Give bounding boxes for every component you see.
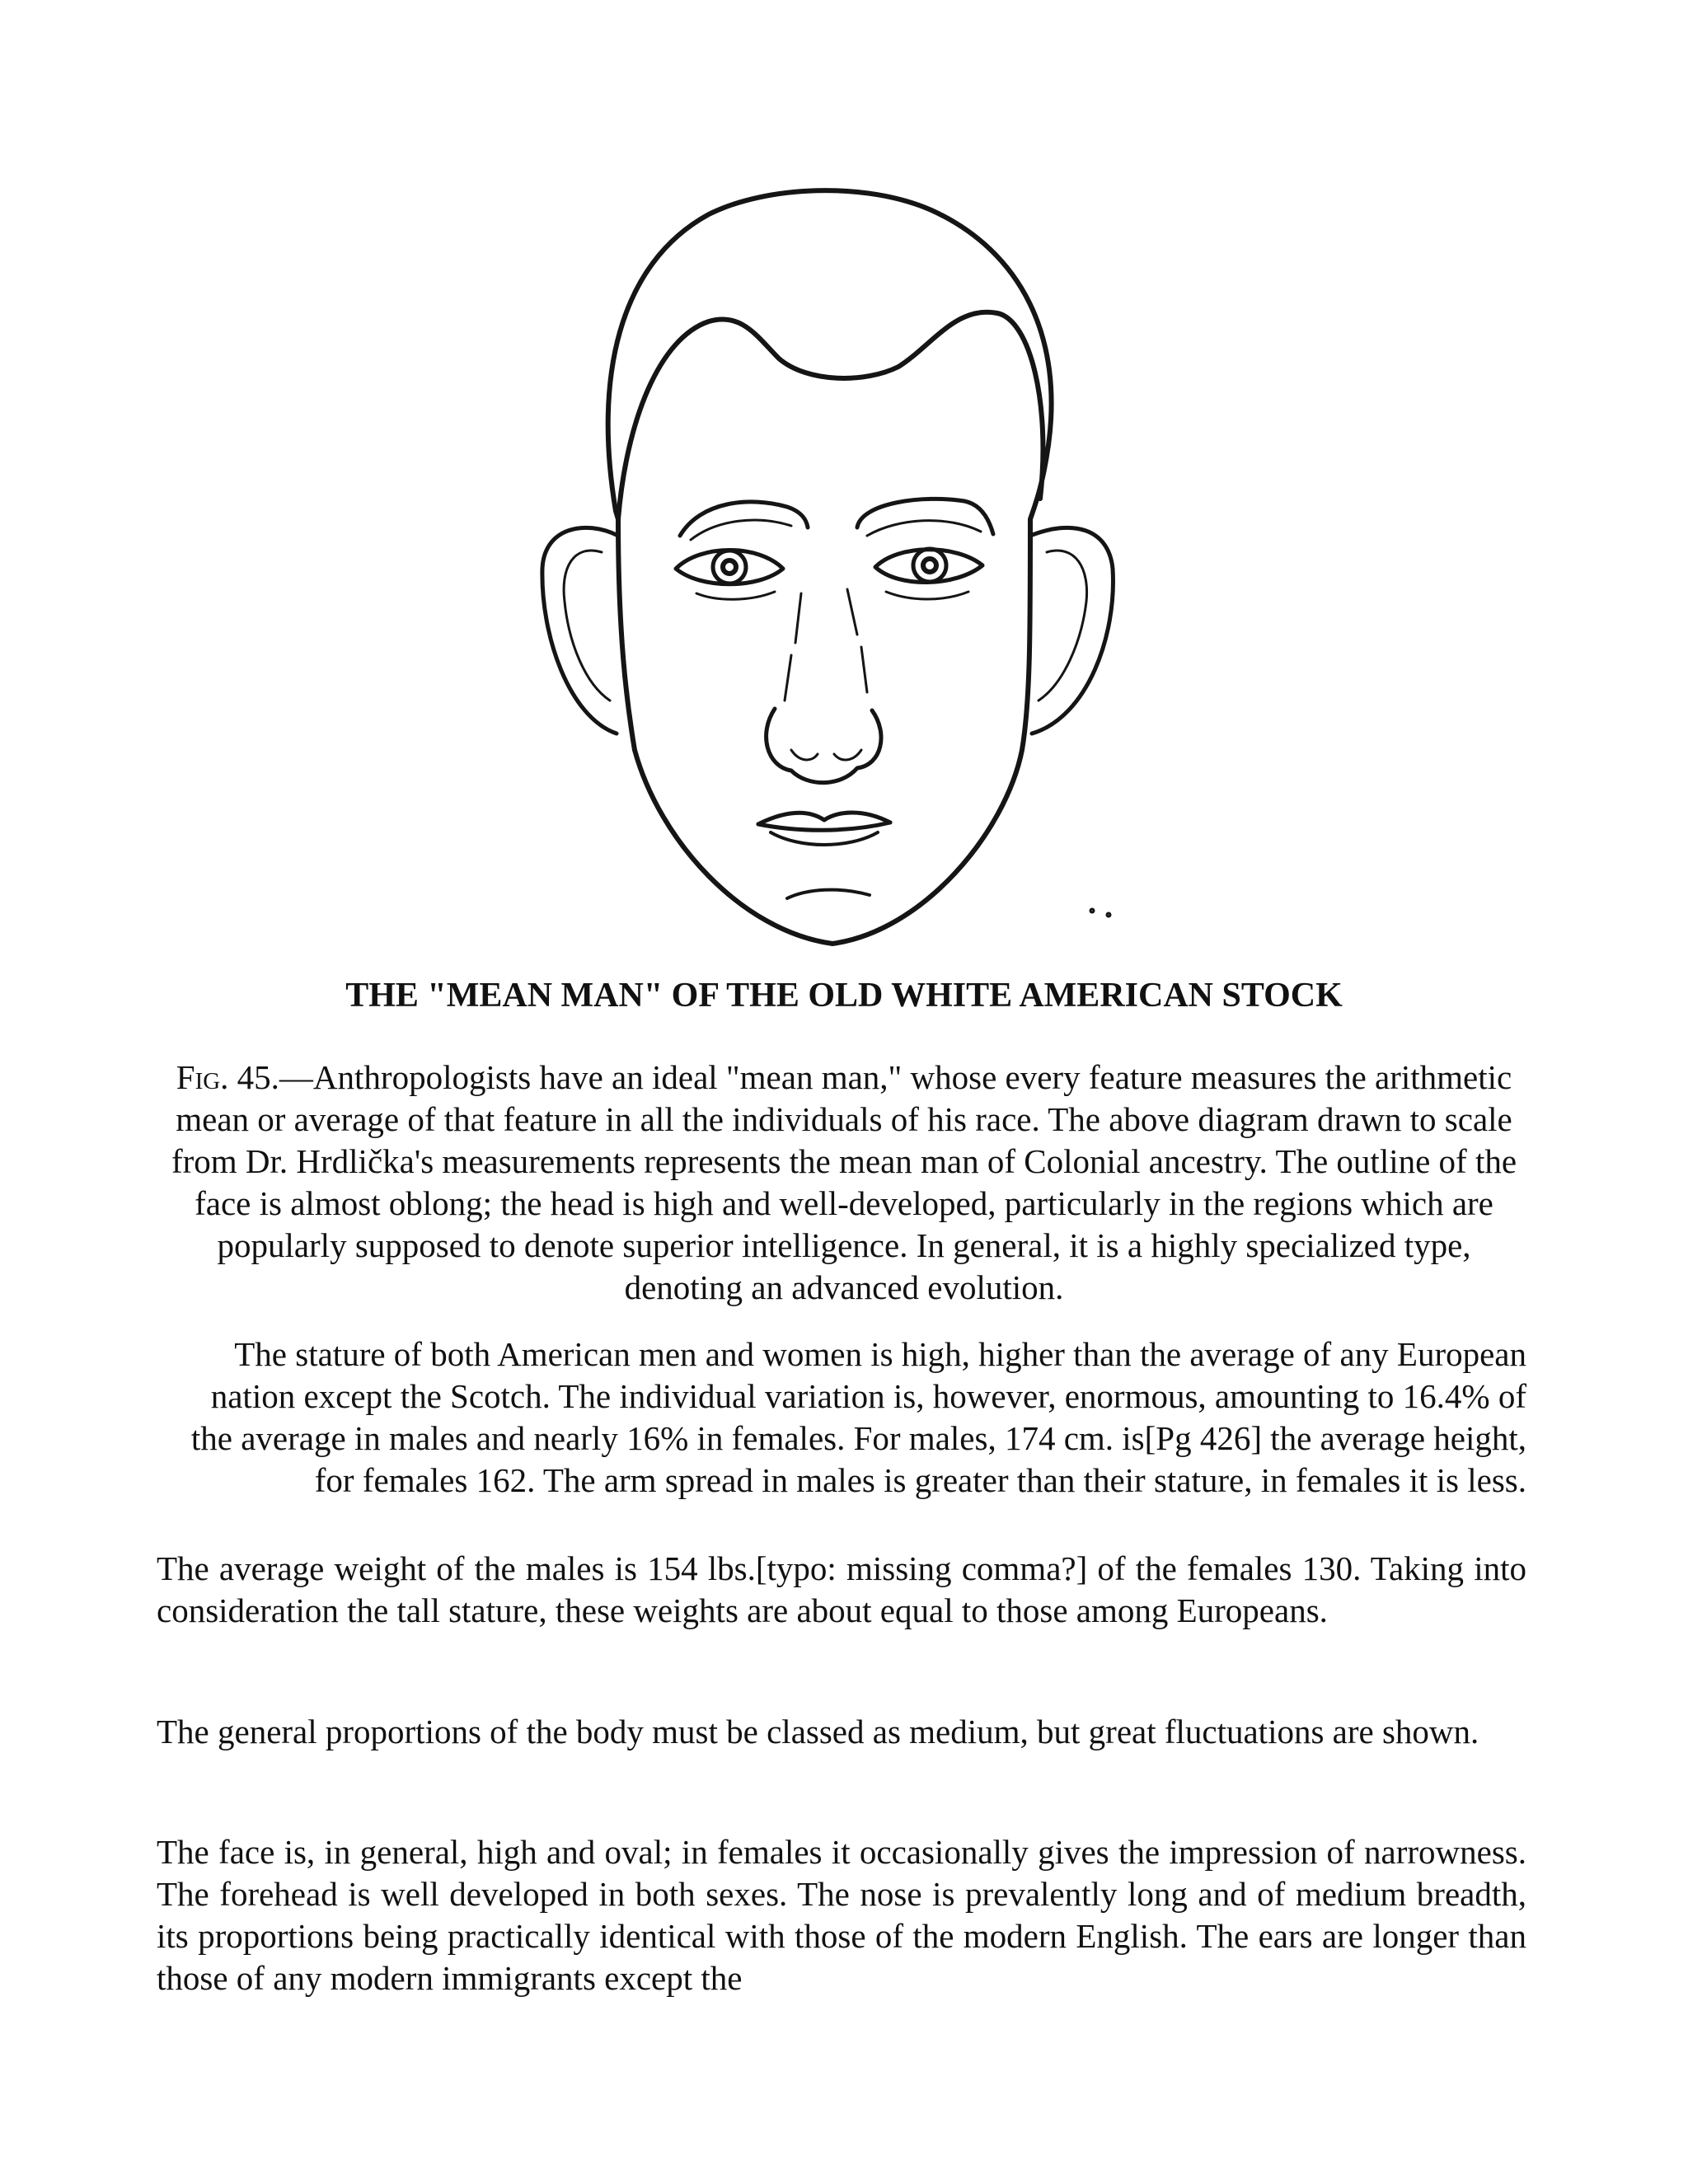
mouth-line bbox=[758, 823, 890, 830]
left-iris bbox=[713, 551, 746, 583]
upper-lip bbox=[758, 813, 890, 824]
figure-title: THE "MEAN MAN" OF THE OLD WHITE AMERICAN STOCK bbox=[345, 977, 1343, 1015]
right-ear-inner bbox=[1039, 551, 1087, 701]
nose-tip bbox=[767, 709, 881, 783]
left-under-eye bbox=[696, 592, 775, 599]
right-eyebrow-lower bbox=[867, 521, 981, 536]
left-eye bbox=[676, 551, 783, 584]
body-paragraph-proportions: The general proportions of the body must be classed as medium, but great fluctuations are shown. bbox=[157, 1713, 1479, 1750]
left-eyebrow-lower bbox=[691, 520, 791, 540]
left-ear-inner bbox=[564, 551, 610, 701]
figure-label: Fig. 45. bbox=[176, 1058, 279, 1096]
block-quote: The stature of both American men and women is high, higher than the average of any European nation except the Scotch. The individual variation is, however, enormous, amounting to 16.4% of the average in males and nearly 16% in females. For males, 174 cm. is[Pg 426] the average height, for females 162. The arm spread in males is greater than their stature, in females it is less. bbox=[190, 1335, 1526, 1499]
mean-man-face-illustration bbox=[495, 173, 1170, 964]
right-under-eye bbox=[886, 592, 968, 599]
chin-crease bbox=[787, 890, 870, 898]
figure-caption-text: —Anthropologists have an ideal "mean man," whose every feature measures the arithmetic mean or average of that feature in all the individuals of his race. The above diagram drawn to scale from Dr. Hrdlička's measurements represents the mean man of Colonial ancestry. The outline of the face is almost oblong; the head is high and well-developed, particularly in the regions which are popularly supposed to denote superior intelligence. In general, it is a highly specialized type, denoting an advanced evolution. bbox=[171, 1058, 1517, 1306]
right-iris bbox=[913, 549, 946, 582]
figure-caption bbox=[165, 1057, 1523, 1309]
speck-2 bbox=[1107, 913, 1110, 916]
lower-lip bbox=[771, 832, 878, 845]
body-paragraph-weight: The average weight of the males is 154 lbs.[typo: missing comma?] of the females 130. Taking into consideration the tall stature, these weights are about equal to those among Europeans. bbox=[157, 1549, 1526, 1629]
hairline bbox=[618, 312, 1043, 519]
right-eye bbox=[875, 550, 982, 583]
left-eyebrow bbox=[680, 502, 808, 536]
left-pupil bbox=[723, 560, 736, 574]
nose-bridge-left bbox=[785, 593, 801, 701]
left-ear bbox=[542, 527, 618, 733]
nose-bridge-right bbox=[847, 589, 867, 692]
face-drawing bbox=[495, 173, 1170, 964]
right-pupil bbox=[923, 559, 936, 572]
right-ear bbox=[1030, 527, 1113, 733]
body-paragraph-face: The face is, in general, high and oval; in females it occasionally gives the impression of narrowness. The forehead is well developed in both sexes. The nose is prevalently long and of medium breadth, its proportions being practically identical with those of the modern English. The ears are longer than those of any modern immigrants except the bbox=[157, 1833, 1526, 1997]
nose-nostrils bbox=[791, 750, 861, 760]
speck-1 bbox=[1090, 909, 1094, 912]
